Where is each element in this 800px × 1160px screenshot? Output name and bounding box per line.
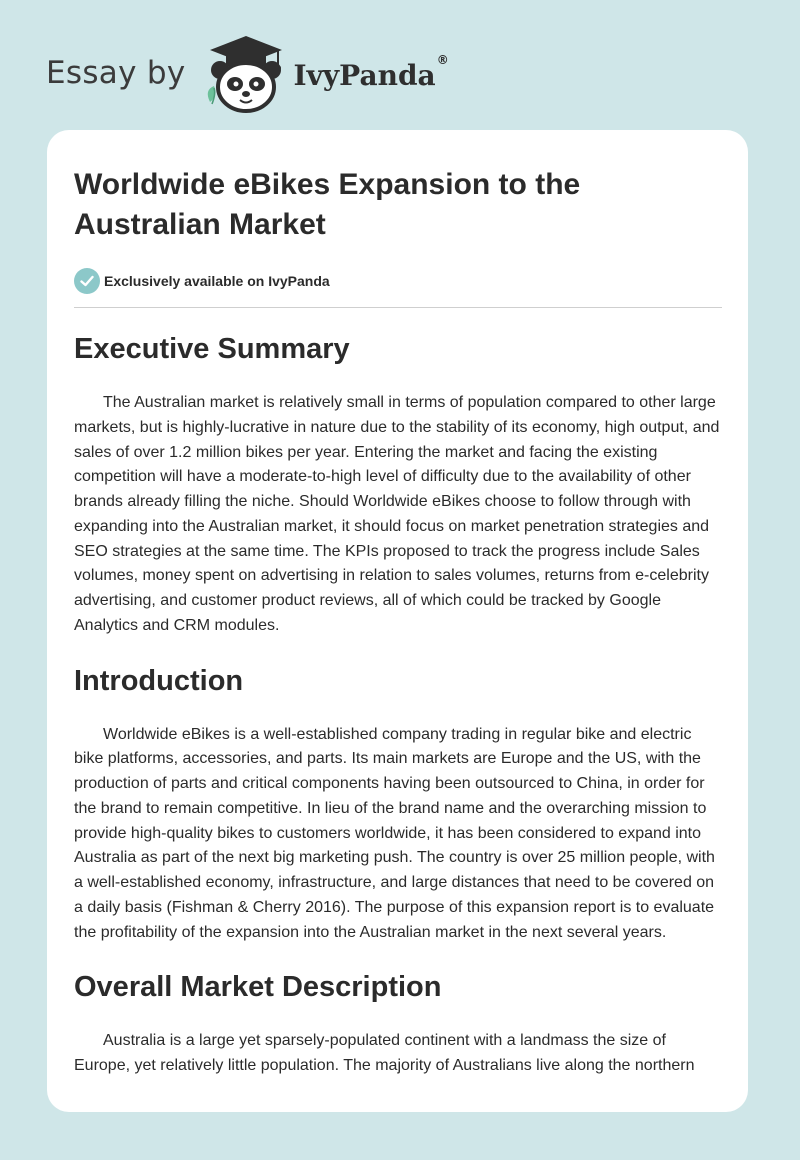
section-heading-executive-summary: Executive Summary	[74, 333, 350, 365]
article-card	[47, 130, 748, 1112]
site-header	[46, 28, 449, 118]
check-icon	[74, 268, 100, 294]
panda-logo-icon[interactable]	[200, 32, 292, 114]
section-paragraph-executive-summary: The Australian market is relatively small in terms of population compared to other large markets, but is highly-lucrative in nature due to the stability of its economy, high output, and sales of over 1.2 million bikes per year. Entering the market and facing the existing competition will have a moderate-to-high level of difficulty due to the availability of other brands already filling the niche. Should Worldwide eBikes choose to follow through with expanding into the Australian market, it should focus on market penetration strategies and SEO strategies at the same time. The KPIs proposed to track the progress include Sales volumes, money spent on advertising in relation to sales volumes, returns from e-celebrity advertising, and customer product reviews, all of which could be tracked by Google Analytics and CRM modules.	[74, 394, 720, 634]
exclusive-text: Exclusively available on IvyPanda	[104, 273, 330, 289]
section-heading-market-description: Overall Market Description	[74, 971, 442, 1004]
registered-mark: ®	[436, 53, 449, 67]
brand-name[interactable]: IvyPanda	[293, 58, 436, 92]
brand-prefix: Essay by	[46, 55, 186, 91]
section-paragraph-market-description: Australia is a large yet sparsely-populated continent with a landmass the size of Europe, yet relatively little population. The majority of Australians live along the northern	[74, 1032, 695, 1074]
section-heading-introduction: Introduction	[74, 664, 244, 697]
article-title: Worldwide eBikes Expansion to the Australian Market	[74, 168, 581, 241]
section-paragraph-introduction: Worldwide eBikes is a well-established company trading in regular bike and electric bike platforms, accessories, and parts. Its main markets are Europe and the US, with the production of parts and critical components having been outsourced to China, in order for the brand to remain competitive. In lieu of the brand name and the overarching mission to provide high-quality bikes to customers worldwide, it has been considered to expand into Australia as part of the next big marketing push. The country is over 25 million people, with a well-established economy, infrastructure, and large distances that need to be covered on a daily basis (Fishman & Cherry 2016). The purpose of this expansion report is to evaluate the profitability of the expansion into the Australian market in the next several years.	[74, 725, 715, 941]
divider	[74, 307, 722, 308]
exclusive-badge	[74, 268, 722, 294]
article-content	[74, 130, 722, 1079]
